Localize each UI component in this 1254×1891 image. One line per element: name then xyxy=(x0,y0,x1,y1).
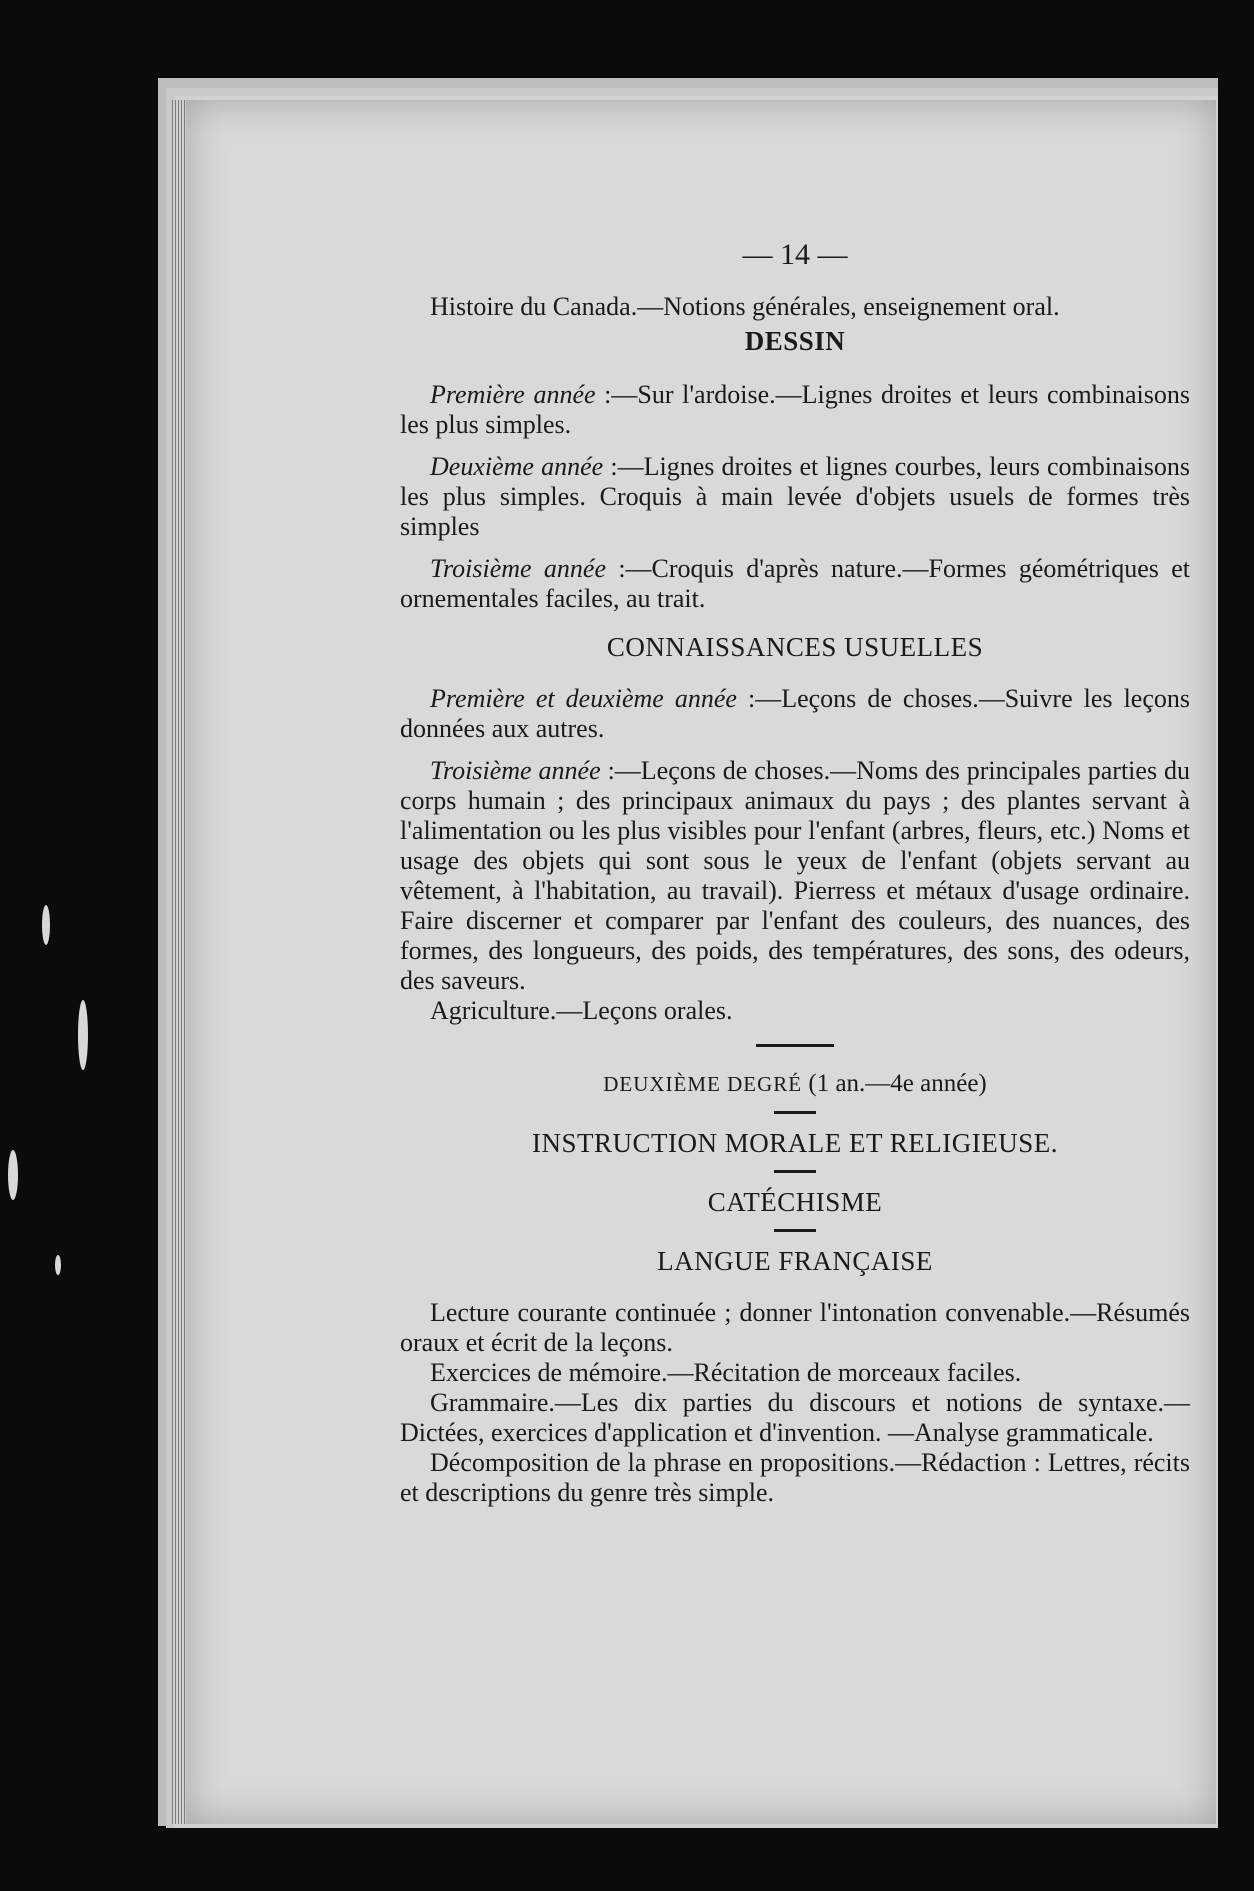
connaissances-item-label: Première et deuxième année xyxy=(430,684,737,713)
scan-speck xyxy=(42,905,50,945)
connaissances-item-text: :—Leçons de choses.—Noms des principales parties du corps humain ; des principaux animaux du pays ; des plantes servant à l'alimentation ou les plus visibles pour l'enfant (arbres, fleurs, etc.) Noms et usage des objets qui sont sous le yeux de l'enfant (objets servant au vêtement, à l'habitation, au travail). Pierress et métaux d'usage ordinaire. Faire discerner et comparer par l'enfant des couleurs, des nuances, des formes, des longueurs, des poids, des températures, des sons, des odeurs, des saveurs. xyxy=(400,756,1190,995)
connaissances-item-text: :—Leçons de choses.—Suivre les leçons données aux autres. xyxy=(400,684,1190,743)
connaissances-item-label: Troisième année xyxy=(430,756,601,785)
intro-paragraph: Histoire du Canada.—Notions générales, enseignement oral. xyxy=(430,292,1060,321)
dessin-item-label: Deuxième année xyxy=(430,452,604,481)
section-heading-langue: LANGUE FRANÇAISE xyxy=(657,1246,933,1276)
section-heading-instruction: INSTRUCTION MORALE ET RELIGIEUSE. xyxy=(532,1128,1058,1158)
section-divider xyxy=(774,1111,816,1114)
langue-paragraph: Grammaire.—Les dix parties du discours et notions de syntaxe.—Dictées, exercices d'application et d'invention. —Analyse grammaticale. xyxy=(400,1388,1190,1447)
degree-detail: (1 an.—4e année) xyxy=(802,1070,987,1097)
dessin-item-text: :—Croquis d'après nature.—Formes géométriques et ornementales faciles, au trait. xyxy=(400,554,1190,613)
section-divider xyxy=(774,1170,816,1173)
section-divider xyxy=(774,1229,816,1232)
scan-speck xyxy=(55,1255,61,1275)
dessin-item xyxy=(400,452,1190,542)
degree-label: DEUXIÈME DEGRÉ xyxy=(603,1072,803,1096)
dessin-item xyxy=(400,380,1190,440)
dessin-item xyxy=(400,554,1190,614)
connaissances-item xyxy=(400,684,1190,744)
section-heading-catechisme: CATÉCHISME xyxy=(707,1187,883,1217)
scan-speck xyxy=(78,1000,88,1070)
scan-speck xyxy=(8,1150,18,1200)
section-heading-connaissances: CONNAISSANCES USUELLES xyxy=(606,632,984,662)
page-content xyxy=(400,240,1190,1508)
degree-heading xyxy=(400,1069,1190,1099)
dessin-item-label: Troisième année xyxy=(430,554,606,583)
connaissances-item xyxy=(400,756,1190,996)
langue-paragraph: Décomposition de la phrase en propositions.—Rédaction : Lettres, récits et descriptions du genre très simple. xyxy=(400,1448,1190,1507)
section-heading-dessin: DESSIN xyxy=(744,326,846,356)
langue-paragraph: Lecture courante continuée ; donner l'intonation convenable.—Résumés oraux et écrit de la leçons. xyxy=(400,1298,1190,1357)
agriculture-paragraph: Agriculture.—Leçons orales. xyxy=(430,996,733,1025)
page-number: — 14 — xyxy=(742,238,848,271)
langue-paragraph: Exercices de mémoire.—Récitation de morceaux faciles. xyxy=(430,1358,1022,1387)
page-edges xyxy=(172,100,186,1824)
dessin-item-text: :—Lignes droites et lignes courbes, leurs combinaisons les plus simples. Croquis à main levée d'objets usuels de formes très simples xyxy=(400,452,1190,541)
dessin-item-label: Première année xyxy=(430,380,596,409)
dessin-item-text: :—Sur l'ardoise.—Lignes droites et leurs combinaisons les plus simples. xyxy=(400,380,1190,439)
section-divider xyxy=(756,1044,834,1047)
